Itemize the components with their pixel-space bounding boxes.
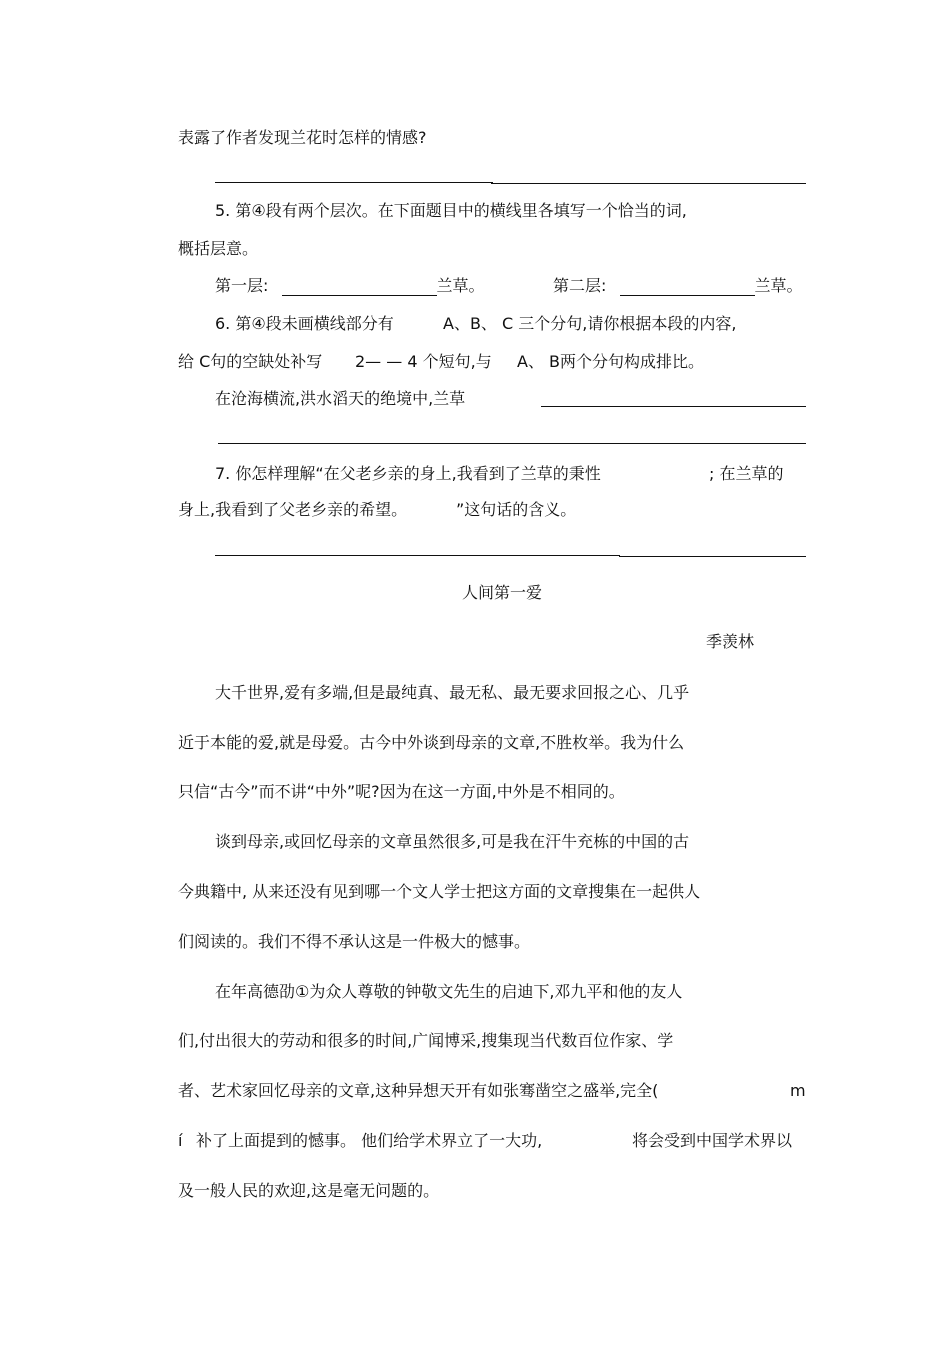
question-6-prompt: 在沧海横流,洪水滔天的绝境中,兰草 [215,389,466,408]
question-7-line-2b: ”这句话的含义。 [456,500,577,519]
article-line: 谈到母亲,或回忆母亲的文章虽然很多,可是我在汗牛充栋的中国的古 [215,832,690,851]
article-line: 及一般人民的欢迎,这是毫无问题的。 [178,1181,440,1200]
article-line: 今典籍中, 从来还没有见到哪一个文人学士把这方面的文章搜集在一起供人 [178,882,701,901]
second-layer-label: 第二层: [553,276,607,295]
question-7-line-1b: ; 在兰草的 [709,464,784,483]
question-5-answers [215,276,485,296]
first-layer-blank[interactable] [282,277,437,296]
article-author: 季羡林 [706,632,755,651]
question-5-answers-second [553,276,803,296]
second-layer-suffix: 兰草。 [754,276,803,295]
article-line: 补了上面提到的憾事。 他们给学术界立了一大功, [196,1131,543,1150]
article-line: 们阅读的。我们不得不承认这是一件极大的憾事。 [178,932,531,951]
question-7-line-2a: 身上,我看到了父老乡亲的希望。 [178,500,408,519]
second-layer-blank[interactable] [620,277,755,296]
article-line: 只信“古今”而不讲“中外”呢?因为在这一方面,中外是不相同的。 [178,782,625,801]
article-line: 们,付出很大的劳动和很多的时间,广闻博采,搜集现当代数百位作家、学 [178,1031,674,1050]
pinyin-m: m [790,1081,806,1100]
question-5-line-1: 5. 第④段有两个层次。在下面题目中的横线里各填写一个恰当的词, [215,201,687,220]
question-6-blank[interactable] [541,406,806,407]
question-7-line-1a: 7. 你怎样理解“在父老乡亲的身上,我看到了兰草的秉性 [215,464,601,483]
first-layer-label: 第一层: [215,276,269,295]
article-line: 大千世界,爱有多端,但是最纯真、最无私、最无要求回报之心、几乎 [215,683,690,702]
question-6-line-2b: 2— — 4 个短句,与 [355,352,492,371]
article-line: 将会受到中国学术界以 [632,1131,793,1150]
question-6-line-2c: A、 B两个分句构成排比。 [517,352,705,371]
article-line: 者、艺术家回忆母亲的文章,这种异想天开有如张骞凿空之盛举,完全( [178,1081,659,1100]
question-6-line-1a: 6. 第④段未画横线部分有 [215,314,394,333]
question-6-line-1b: A、B、 C 三个分句,请你根据本段的内容, [443,314,737,333]
question-6-answer-rule[interactable] [218,443,806,444]
article-line: 近于本能的爱,就是母爱。古今中外谈到母亲的文章,不胜枚举。我为什么 [178,733,685,752]
pinyin-i: í [178,1131,183,1150]
article-line: 在年高德劭①为众人尊敬的钟敬文先生的启迪下,邓九平和他的友人 [215,982,683,1001]
first-layer-suffix: 兰草。 [436,276,485,295]
question-6-line-2a: 给 C句的空缺处补写 [178,352,323,371]
question-4-tail: 表露了作者发现兰花时怎样的情感? [178,128,427,147]
article-title: 人间第一爱 [462,583,543,602]
question-5-line-2: 概括层意。 [178,239,259,258]
